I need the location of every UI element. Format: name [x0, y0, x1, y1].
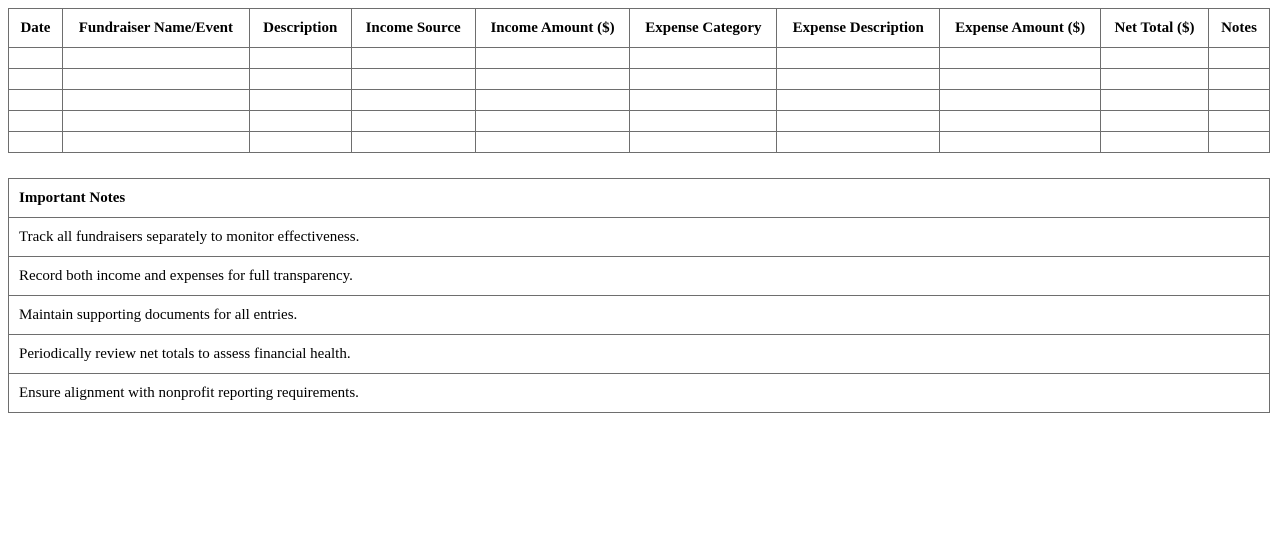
ledger-cell[interactable] [475, 111, 630, 132]
ledger-cell[interactable] [1101, 111, 1209, 132]
note-row [9, 296, 1270, 335]
note-row [9, 218, 1270, 257]
ledger-cell[interactable] [940, 132, 1101, 153]
ledger-cell[interactable] [62, 90, 249, 111]
ledger-cell[interactable] [351, 48, 475, 69]
ledger-cell[interactable] [630, 132, 777, 153]
ledger-cell[interactable] [1208, 69, 1269, 90]
ledger-cell[interactable] [62, 69, 249, 90]
ledger-cell[interactable] [1101, 69, 1209, 90]
note-item: Record both income and expenses for full transparency. [9, 257, 1270, 296]
ledger-cell[interactable] [1208, 111, 1269, 132]
column-header-income-amount: Income Amount ($) [475, 9, 630, 48]
ledger-body [9, 48, 1270, 153]
note-row [9, 374, 1270, 413]
column-header-income-source: Income Source [351, 9, 475, 48]
note-item: Track all fundraisers separately to monitor effectiveness. [9, 218, 1270, 257]
ledger-cell[interactable] [475, 132, 630, 153]
ledger-cell[interactable] [777, 132, 940, 153]
ledger-cell[interactable] [940, 48, 1101, 69]
ledger-cell[interactable] [249, 111, 351, 132]
notes-heading-row [9, 179, 1270, 218]
ledger-cell[interactable] [777, 69, 940, 90]
ledger-cell[interactable] [940, 69, 1101, 90]
ledger-cell[interactable] [249, 69, 351, 90]
ledger-cell[interactable] [249, 48, 351, 69]
ledger-cell[interactable] [9, 69, 63, 90]
ledger-cell[interactable] [630, 90, 777, 111]
ledger-cell[interactable] [475, 69, 630, 90]
ledger-cell[interactable] [62, 132, 249, 153]
note-item: Periodically review net totals to assess financial health. [9, 335, 1270, 374]
column-header-fundraiser-name-event: Fundraiser Name/Event [62, 9, 249, 48]
ledger-cell[interactable] [9, 90, 63, 111]
column-header-expense-amount: Expense Amount ($) [940, 9, 1101, 48]
notes-heading: Important Notes [9, 179, 1270, 218]
ledger-cell[interactable] [630, 48, 777, 69]
ledger-cell[interactable] [777, 90, 940, 111]
ledger-cell[interactable] [630, 111, 777, 132]
note-item: Ensure alignment with nonprofit reporting requirements. [9, 374, 1270, 413]
ledger-cell[interactable] [940, 111, 1101, 132]
ledger-cell[interactable] [62, 111, 249, 132]
note-row [9, 257, 1270, 296]
column-header-description: Description [249, 9, 351, 48]
ledger-cell[interactable] [475, 48, 630, 69]
ledger-cell[interactable] [351, 111, 475, 132]
note-row [9, 335, 1270, 374]
ledger-row [9, 69, 1270, 90]
ledger-cell[interactable] [475, 90, 630, 111]
ledger-cell[interactable] [777, 48, 940, 69]
ledger-cell[interactable] [351, 90, 475, 111]
column-header-expense-category: Expense Category [630, 9, 777, 48]
ledger-row [9, 132, 1270, 153]
ledger-cell[interactable] [1208, 48, 1269, 69]
ledger-cell[interactable] [62, 48, 249, 69]
ledger-cell[interactable] [9, 111, 63, 132]
ledger-cell[interactable] [777, 111, 940, 132]
ledger-header-row [9, 9, 1270, 48]
ledger-row [9, 90, 1270, 111]
ledger-cell[interactable] [9, 132, 63, 153]
ledger-row [9, 48, 1270, 69]
ledger-cell[interactable] [1101, 132, 1209, 153]
ledger-cell[interactable] [1101, 90, 1209, 111]
ledger-cell[interactable] [351, 132, 475, 153]
ledger-cell[interactable] [351, 69, 475, 90]
ledger-cell[interactable] [1208, 132, 1269, 153]
ledger-cell[interactable] [1101, 48, 1209, 69]
ledger-row [9, 111, 1270, 132]
fundraiser-ledger-table [8, 8, 1270, 153]
column-header-net-total: Net Total ($) [1101, 9, 1209, 48]
ledger-cell[interactable] [9, 48, 63, 69]
ledger-cell[interactable] [630, 69, 777, 90]
column-header-date: Date [9, 9, 63, 48]
column-header-expense-description: Expense Description [777, 9, 940, 48]
ledger-cell[interactable] [1208, 90, 1269, 111]
ledger-cell[interactable] [249, 90, 351, 111]
column-header-notes: Notes [1208, 9, 1269, 48]
important-notes-table [8, 178, 1270, 413]
note-item: Maintain supporting documents for all entries. [9, 296, 1270, 335]
ledger-cell[interactable] [940, 90, 1101, 111]
ledger-cell[interactable] [249, 132, 351, 153]
